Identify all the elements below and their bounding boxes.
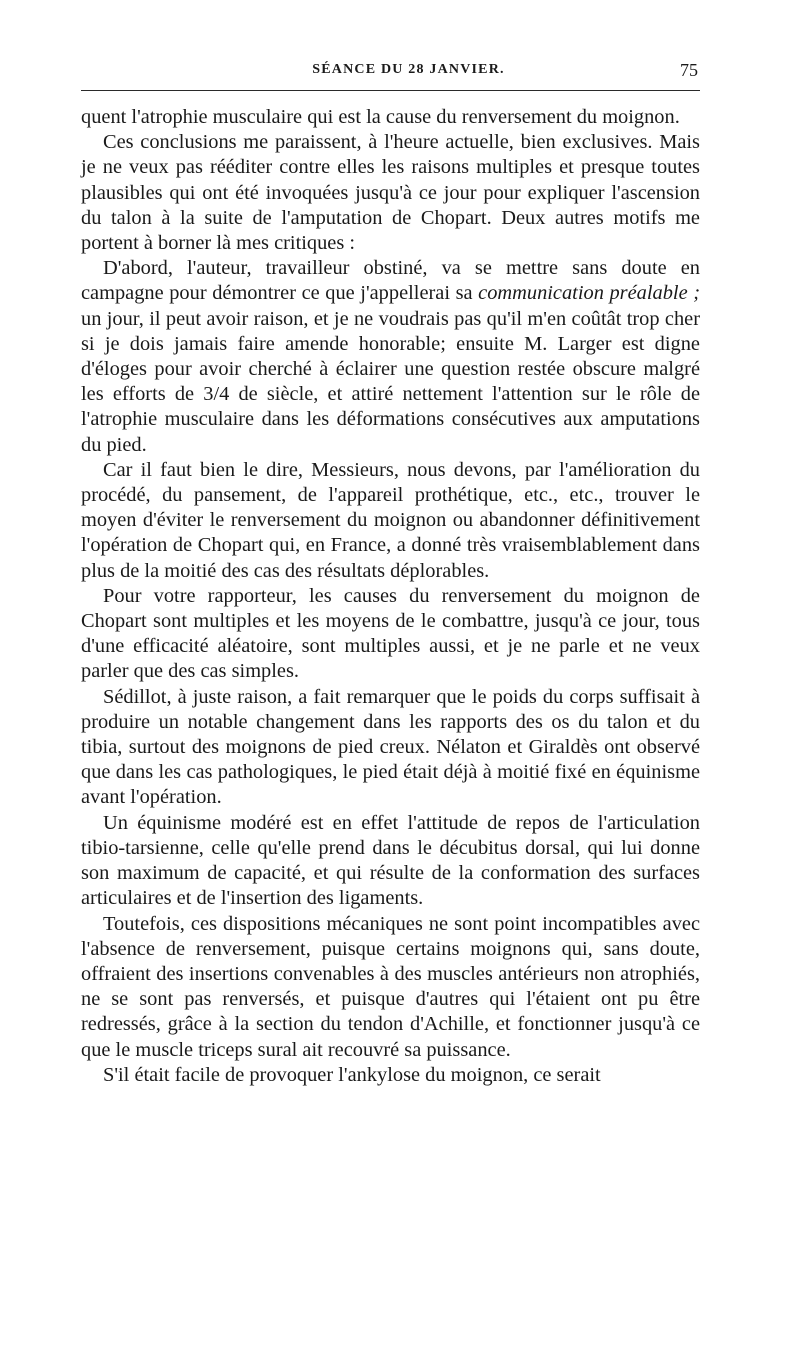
- paragraph-text: S'il était facile de provoquer l'ankylose du moignon, ce serait: [103, 1063, 601, 1086]
- paragraph: [81, 584, 700, 685]
- paragraph-text: Car il faut bien le dire, Messieurs, nous devons, par l'amélioration du procédé, du pansement, de l'appareil prothétique, etc., etc., trouver le moyen d'éviter le renversement du moignon ou abandonner définitivement l'opération de Chopart qui, en France, a donné très vraisemblablement dans plus de la moitié des cas des résultats déplorables.: [81, 458, 700, 582]
- paragraph-text: Un équinisme modéré est en effet l'attitude de repos de l'articulation tibio-tarsienne, celle qu'elle prend dans le décubitus dorsal, qui lui donne son maximum de capacité, et qui résulte de la conformation des surfaces articulaires et de l'insertion des ligaments.: [81, 811, 700, 910]
- running-title: SÉANCE DU 28 JANVIER.: [312, 62, 505, 77]
- paragraph: [81, 685, 700, 811]
- paragraph-text: un jour, il peut avoir raison, et je ne voudrais pas qu'il m'en coûtât trop cher si je dois jamais faire amende honorable; ensuite M. Larger est digne d'éloges pour avoir cherché à éclairer une question restée obscure malgré les efforts de 3/4 de siècle, et attiré nettement l'attention sur le rôle de l'atrophie musculaire dans les déformations consécutives aux amputations du pied.: [81, 307, 700, 456]
- paragraph: [81, 130, 700, 256]
- paragraph: [81, 912, 700, 1063]
- paragraph: [81, 811, 700, 912]
- paragraph-text: Sédillot, à juste raison, a fait remarquer que le poids du corps suffisait à produire un notable changement dans les rapports des os du talon et du tibia, surtout des moignons de pied creux. Nélaton et Giraldès ont observé que dans les cas pathologiques, le pied était déjà à moitié fixé en équinisme avant l'opération.: [81, 685, 700, 809]
- paragraph-text: Toutefois, ces dispositions mécaniques ne sont point incompatibles avec l'absence de renversement, puisque certains moignons qui, sans doute, offraient des insertions convenables à des muscles antérieurs non atrophiés, ne se sont pas renversés, et puisque d'autres qui l'étaient ont pu être redressés, grâce à la section du tendon d'Achille, et fonctionner jusqu'à ce que le muscle triceps sural ait recouvré sa puissance.: [81, 912, 700, 1061]
- paragraph-continuation: [81, 105, 700, 130]
- paragraph-text: Ces conclusions me paraissent, à l'heure actuelle, bien exclusives. Mais je ne veux pas rééditer contre elles les raisons multiples et presque toutes plausibles qui ont été invoquées jusqu'à ce jour pour expliquer l'ascension du talon à la suite de l'amputation de Chopart. Deux autres motifs me portent à borner là mes critiques :: [81, 131, 700, 255]
- paragraph: [81, 458, 700, 584]
- paragraph: [81, 1063, 700, 1088]
- paragraph-text: Pour votre rapporteur, les causes du renversement du moignon de Chopart sont multiples et les moyens de le combattre, jusqu'à ce jour, tous d'une efficacité aléatoire, sont multiples aussi, et je ne parle et ne veux parler que des cas simples.: [81, 584, 700, 683]
- body-text: [81, 105, 700, 1088]
- paragraph-text: quent l'atrophie musculaire qui est la cause du renversement du moignon.: [81, 106, 680, 128]
- running-head: [81, 58, 700, 84]
- paragraph-text: D'abord, l'auteur, travailleur obstiné, va se mettre sans doute en campagne pour démontrer ce que j'appellerai sa: [81, 257, 700, 305]
- page-number: 75: [680, 60, 698, 80]
- book-page: [81, 58, 700, 1088]
- italic-phrase: communication préalable ;: [478, 282, 700, 305]
- paragraph: [81, 256, 700, 458]
- header-rule: [81, 90, 700, 91]
